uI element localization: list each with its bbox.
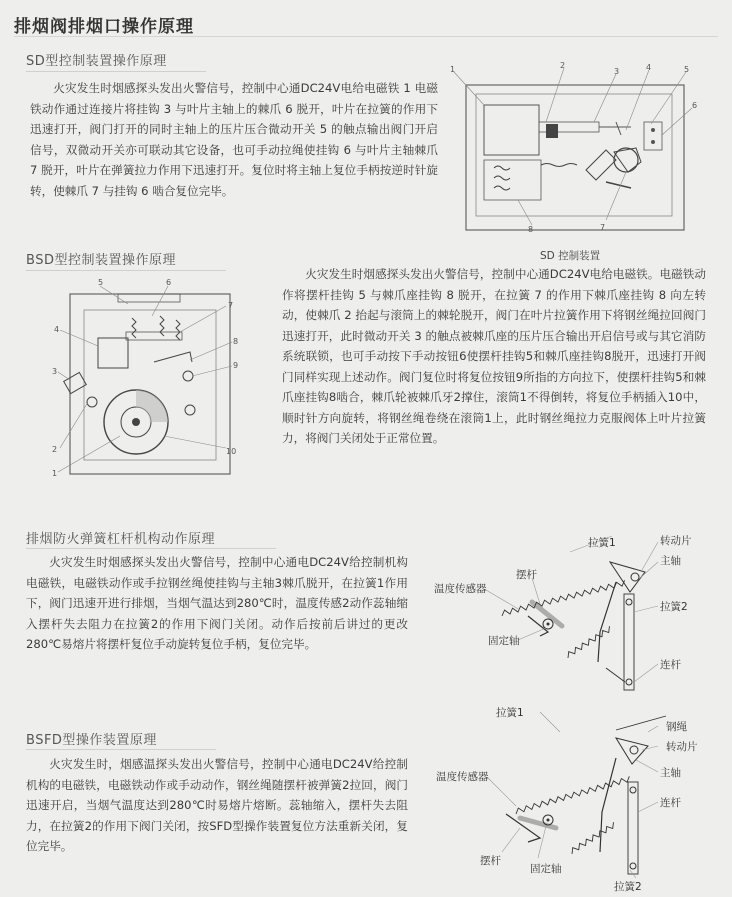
bsfd-heading: BSFD型操作装置原理 xyxy=(26,733,157,748)
bsfd-body: 火灾发生时，烟感温探头发出火警信号，控制中心通电DC24V给控制机构的电磁铁，电磁铁动作或手动动作，钢丝绳随摆杆被弹簧2拉回，阀门迅速开启，当烟气温度达到280℃时易熔片熔断。蕊轴缩入，摆杆失去阻力，在拉簧2的作用下阀门关闭，按SFD型操作装置复位方法重新关闭，复位完毕。 xyxy=(26,757,408,853)
bsfd-heading-rule xyxy=(26,749,216,750)
bsd-label-10: 10 xyxy=(226,447,237,456)
lever-diagram xyxy=(420,532,720,692)
bsd-label-6: 6 xyxy=(166,278,172,287)
bsd-diagram xyxy=(40,276,260,481)
lever-label-rotor: 转动片 xyxy=(660,535,692,547)
bsfd-diagram xyxy=(420,702,720,892)
title-divider xyxy=(14,36,718,37)
bsfd-label-sensor: 温度传感器 xyxy=(436,771,489,783)
bsd-label-4: 4 xyxy=(54,325,60,334)
bsd-label-9: 9 xyxy=(233,361,239,370)
lever-heading-rule xyxy=(26,548,276,549)
sd-diagram xyxy=(446,60,716,245)
bsfd-label-rotor: 转动片 xyxy=(666,741,698,753)
bsd-label-2: 2 xyxy=(52,445,58,454)
sd-caption: SD 控制装置 xyxy=(540,250,601,262)
bsfd-label-link: 连杆 xyxy=(660,797,681,809)
bsd-heading-rule xyxy=(26,270,226,271)
lever-label-spring1: 拉簧1 xyxy=(588,537,616,549)
sd-heading: SD型控制装置操作原理 xyxy=(26,54,167,69)
bsfd-label-shaft: 主轴 xyxy=(660,767,681,779)
bsfd-label-wire: 钢绳 xyxy=(666,721,687,733)
bsfd-label-spring2: 拉簧2 xyxy=(614,881,642,893)
sd-label-7: 7 xyxy=(600,223,606,232)
sd-label-3: 3 xyxy=(614,67,620,76)
lever-heading: 排烟防火弹簧杠杆机构动作原理 xyxy=(26,532,216,547)
lever-label-link: 连杆 xyxy=(660,659,681,671)
page-title: 排烟阀排烟口操作原理 xyxy=(14,17,194,37)
sd-heading-rule xyxy=(26,71,206,72)
sd-label-2: 2 xyxy=(560,61,566,70)
bsd-label-5: 5 xyxy=(98,278,104,287)
lever-body: 火灾发生时烟感探头发出火警信号，控制中心通电DC24V给控制机构电磁铁，电磁铁动作或手拉钢丝绳使挂钩与主轴3棘爪脱开，在拉簧1作用下，阀门迅速开进行排烟，当烟气温达到280℃时，温度传感2动作蕊轴缩入摆杆失去阻力在拉簧2的作用下阀门关闭。动作后按前后讲过的更改280℃易熔片将摆杆复位手动旋转复位手柄，复位完毕。 xyxy=(26,555,408,651)
sd-label-4: 4 xyxy=(646,63,652,72)
bsfd-label-spring1: 拉簧1 xyxy=(496,707,524,719)
bsd-label-1: 1 xyxy=(52,469,58,478)
sd-label-8: 8 xyxy=(528,225,534,234)
lever-label-spring2: 拉簧2 xyxy=(660,601,688,613)
lever-label-swing: 摆杆 xyxy=(516,569,537,581)
lever-label-fixed: 固定轴 xyxy=(488,635,520,647)
bsd-label-8: 8 xyxy=(233,337,239,346)
sd-label-5: 5 xyxy=(684,65,690,74)
sd-label-6: 6 xyxy=(692,101,698,110)
bsd-label-3: 3 xyxy=(52,367,58,376)
lever-label-sensor: 温度传感器 xyxy=(434,583,487,595)
lever-label-shaft: 主轴 xyxy=(660,555,681,567)
bsd-label-7: 7 xyxy=(228,301,234,310)
bsd-body: 火灾发生时烟感探头发出火警信号，控制中心通DC24V电给电磁铁。电磁铁动作将摆杆挂钩 5 与棘爪座挂钩 8 脱开，在拉簧 7 的作用下棘爪座挂钩 8 向左转动，使棘爪 2 抬起与滚筒上的棘轮脱开，阀门在叶片拉簧作用下将钢丝绳拉回阀门迅速打开，此时微动开关 3 的触点被棘爪座的压片压合输出开启信号或与其它消防系统联锁，也可手动按下手动按钮6使摆杆挂钩5和棘爪座挂钩8脱开，迅速打开阀门同样实现上述动作。阀门复位时将复位按钮9所指的方向拉下，使摆杆挂钩5和棘爪座挂钩8啮合，棘爪轮被棘爪牙2撑住，滚筒1不得倒转，将复位手柄插入10中，顺时针方向旋转，将钢丝绳卷绕在滚筒1上，此时钢丝绳拉力克服阀体上叶片拉簧力，将阀门关闭处于正常位置。 xyxy=(282,267,706,445)
sd-body: 火灾发生时烟感探头发出火警信号，控制中心通DC24V电给电磁铁 1 电磁铁动作通过连接片将挂钩 3 与叶片主轴上的棘爪 6 脱开，叶片在拉簧的作用下迅速打开，阀门打开的同时主轴上的压片压合微动开关 5 的触点输出阀门开启信号，双微动开关亦可联动其它设备，也可手动拉绳使挂钩 6 与叶片主轴棘爪 7 脱开，叶片在弹簧拉力作用下迅速打开。复位时将主轴上复位手柄按逆时针旋转，使棘爪 7 与挂钩 6 啮合复位完毕。 xyxy=(30,81,438,198)
bsfd-label-fixed: 固定轴 xyxy=(530,863,562,875)
bsfd-label-swing: 摆杆 xyxy=(480,855,501,867)
bsd-heading: BSD型控制装置操作原理 xyxy=(26,253,176,268)
sd-label-1: 1 xyxy=(450,65,456,74)
